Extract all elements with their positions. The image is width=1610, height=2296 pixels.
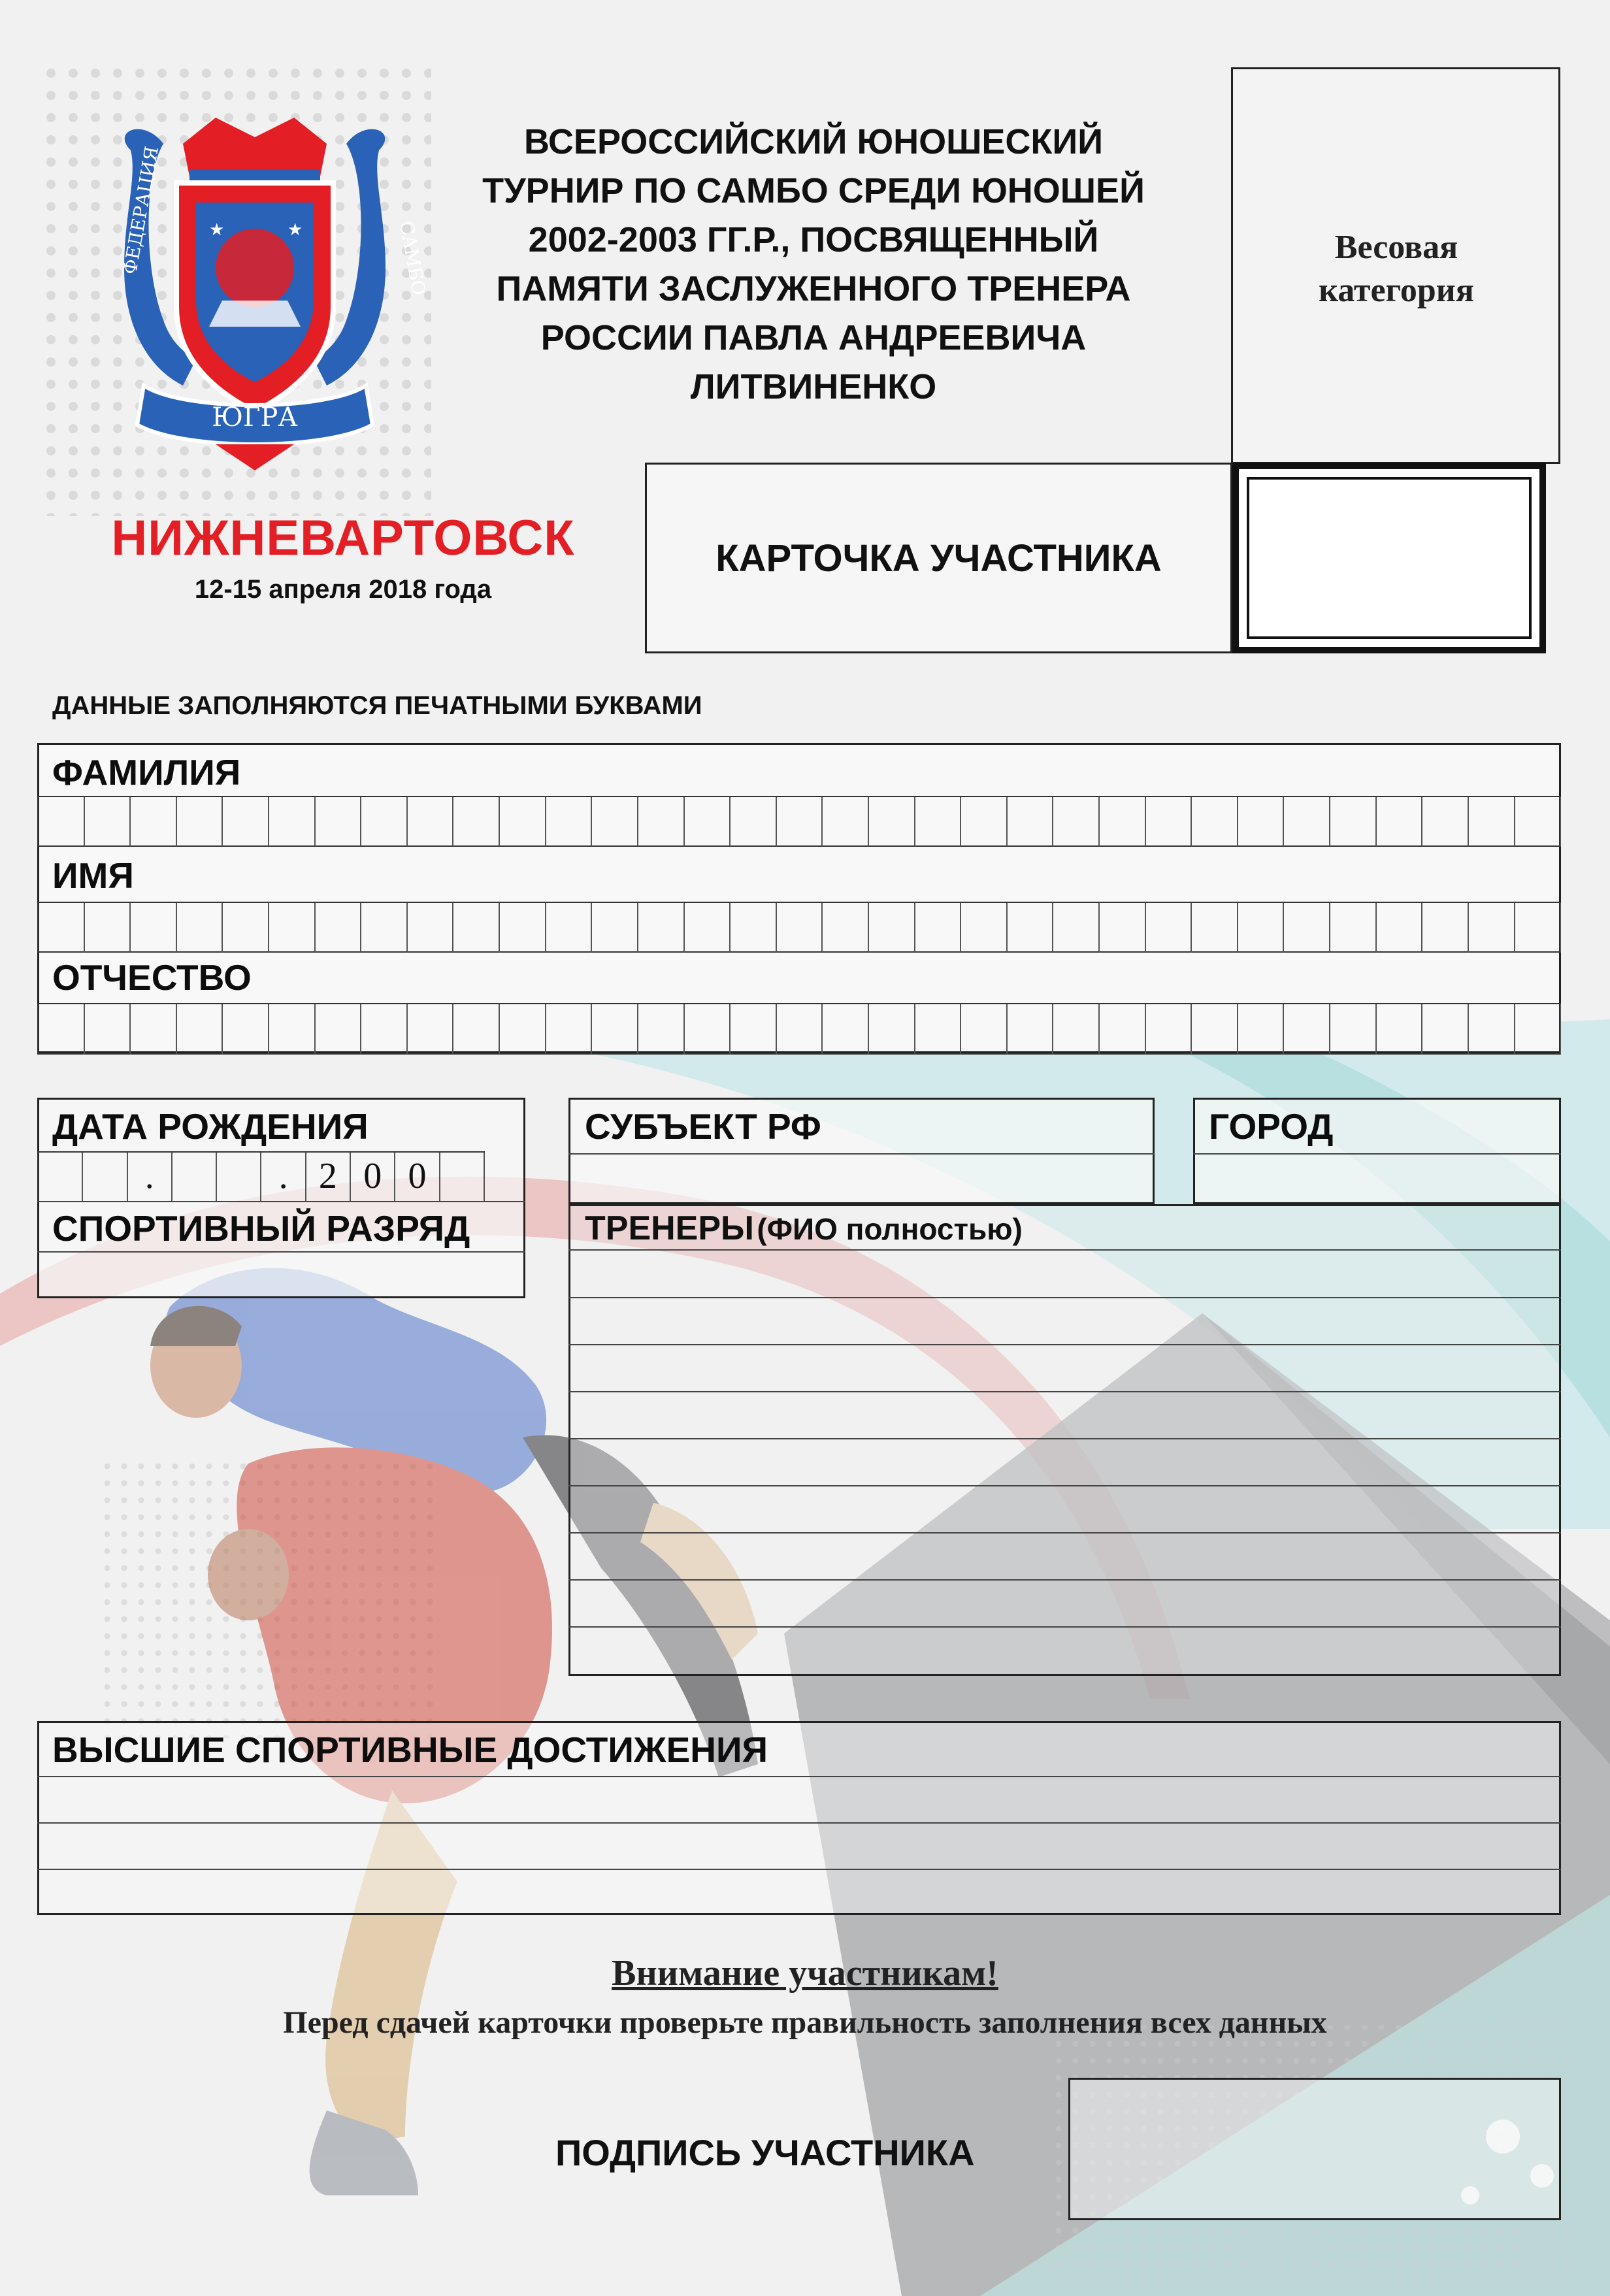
title-line: 2002-2003 ГГ.Р., ПОСВЯЩЕННЫЙ <box>528 220 1099 259</box>
birth-date-cell[interactable] <box>172 1153 217 1202</box>
patronymic-label: ОТЧЕСТВО <box>52 957 252 998</box>
instruction-text: ДАННЫЕ ЗАПОЛНЯЮТСЯ ПЕЧАТНЫМИ БУКВАМИ <box>52 691 702 720</box>
first-name-label: ИМЯ <box>52 855 134 896</box>
card-title: КАРТОЧКА УЧАСТНИКА <box>715 537 1162 580</box>
first-name-input-cells[interactable] <box>37 902 1561 953</box>
birth-date-cell[interactable] <box>440 1153 485 1202</box>
region-input[interactable] <box>570 1155 1153 1202</box>
title-line: РОССИИ ПАВЛА АНДРЕЕВИЧА <box>540 318 1087 357</box>
title-line: ПАМЯТИ ЗАСЛУЖЕННОГО ТРЕНЕРА <box>496 269 1131 308</box>
city-input[interactable] <box>1195 1155 1559 1202</box>
patronymic-input-cells[interactable] <box>37 1003 1561 1055</box>
city-name: НИЖНЕВАРТОВСК <box>111 510 575 566</box>
sport-rank-label: СПОРТИВНЫЙ РАЗРЯД <box>52 1208 470 1249</box>
participant-number-box[interactable] <box>1232 463 1546 653</box>
signature-label: ПОДПИСЬ УЧАСТНИКА <box>555 2132 975 2173</box>
signature-box[interactable] <box>1068 2078 1561 2220</box>
federation-emblem <box>105 105 430 470</box>
birth-date-cell[interactable]: 2 <box>306 1153 351 1202</box>
surname-input-cells[interactable] <box>37 796 1561 847</box>
title-line: ЛИТВИНЕНКО <box>690 367 937 406</box>
birth-date-label: ДАТА РОЖДЕНИЯ <box>52 1106 369 1147</box>
weight-category-label: Весовая категория <box>1319 229 1474 309</box>
coaches-label-row <box>585 1209 1023 1248</box>
birth-date-input-cells[interactable] <box>37 1151 485 1202</box>
coaches-input[interactable] <box>570 1251 1559 1674</box>
tournament-title <box>418 118 1209 412</box>
sport-rank-input[interactable] <box>39 1253 523 1296</box>
title-line: ТУРНИР ПО САМБО СРЕДИ ЮНОШЕЙ <box>482 171 1145 210</box>
region-label: СУБЪЕКТ РФ <box>585 1106 821 1147</box>
surname-label: ФАМИЛИЯ <box>52 752 241 793</box>
coaches-label: ТРЕНЕРЫ <box>585 1209 754 1247</box>
notice-text: Перед сдачей карточки проверьте правильность заполнения всех данных <box>283 2005 1327 2040</box>
notice-title: Внимание участникам! <box>612 1953 998 1993</box>
birth-date-cell[interactable]: 0 <box>395 1153 440 1202</box>
event-dates: 12-15 апреля 2018 года <box>194 575 492 604</box>
emblem-banner-text: ЮГРА <box>212 402 298 433</box>
card-title-box <box>645 463 1232 653</box>
birth-date-cell[interactable]: . <box>261 1153 306 1202</box>
achievements-input[interactable] <box>39 1777 1559 1913</box>
birth-date-cell[interactable]: . <box>128 1153 172 1202</box>
weight-category-box[interactable] <box>1231 67 1560 464</box>
svg-text:★: ★ <box>209 220 225 240</box>
birth-date-cell[interactable] <box>217 1153 261 1202</box>
coaches-note: (ФИО полностью) <box>757 1212 1023 1246</box>
city-label: ГОРОД <box>1209 1106 1334 1147</box>
birth-date-cell[interactable] <box>37 1153 83 1202</box>
svg-text:★: ★ <box>288 220 303 240</box>
birth-date-cell[interactable]: 0 <box>351 1153 395 1202</box>
ribbon-left-text: ФЕДЕРАЦИЯ <box>119 144 163 276</box>
birth-date-cell[interactable] <box>83 1153 127 1202</box>
title-line: ВСЕРОССИЙСКИЙ ЮНОШЕСКИЙ <box>523 122 1104 161</box>
ribbon-right-text: САМБО <box>395 219 430 297</box>
achievements-label: ВЫСШИЕ СПОРТИВНЫЕ ДОСТИЖЕНИЯ <box>52 1730 768 1770</box>
